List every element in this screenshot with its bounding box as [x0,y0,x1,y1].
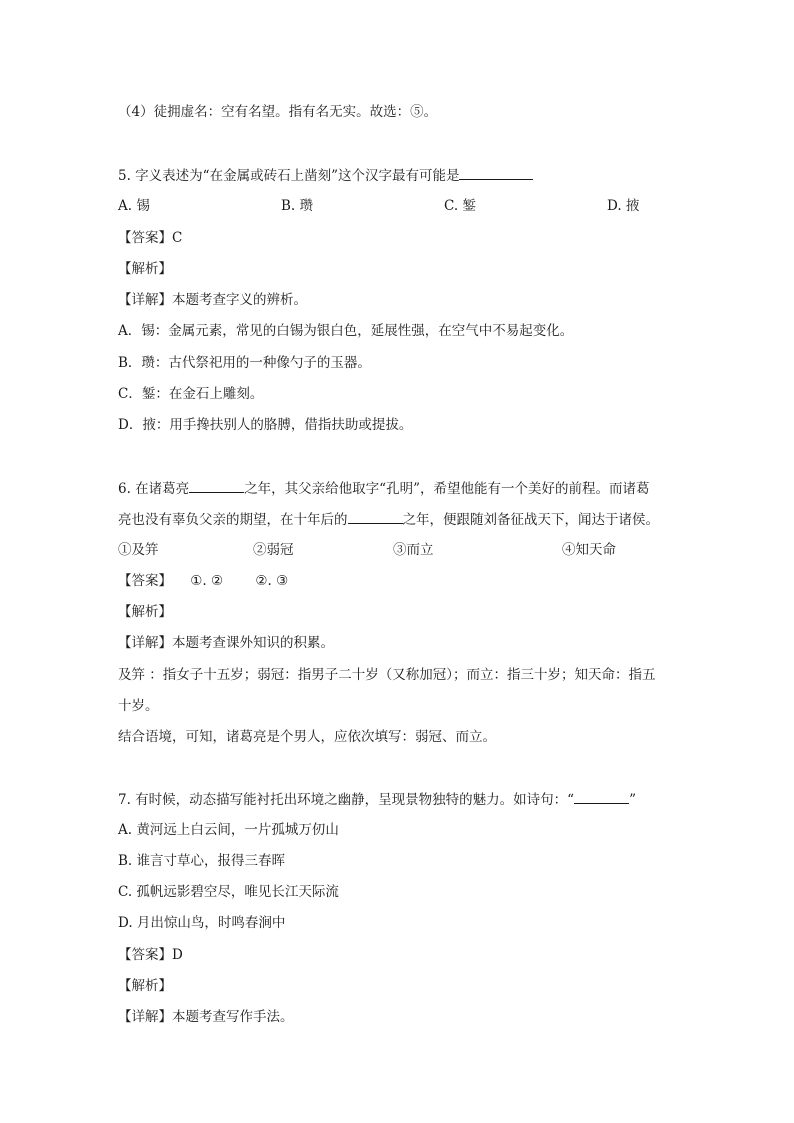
q6-stem-line1 [118,478,649,499]
q6-analysis-label: 【解析】 [118,604,172,620]
q5-option-c: C. 錾 [444,198,476,214]
q7-stem-b: ” [629,792,636,808]
q7-option-a: A. 黄河远上白云间，一片孤城万仞山 [118,822,339,838]
q6-stem-c: 亮也没有辜负父亲的期望，在十年后的 [118,512,348,528]
q6-blank-1 [189,478,244,493]
q5-explanation-d: D．掖：用手搀扶别人的胳膊，借指扶助或提拔。 [118,417,413,433]
q6-conclusion: 结合语境，可知，诸葛亮是个男人，应依次填写：弱冠、而立。 [118,729,496,745]
q5-answer: 【答案】C [118,230,183,246]
q7-option-b: B. 谁言寸草心，报得三春晖 [118,853,286,869]
q5-explanation-c: C．錾：在金石上雕刻。 [118,386,264,402]
q6-option-2: ②弱冠 [253,542,294,558]
q7-detail: 【详解】本题考查写作手法。 [118,1009,294,1025]
q6-option-4: ④知天命 [562,542,616,558]
q7-analysis-label: 【解析】 [118,978,172,994]
q5-option-d: D. 掖 [607,198,640,214]
q6-answer [118,571,288,591]
q7-option-d: D. 月出惊山鸟，时鸣春涧中 [118,915,286,931]
q5-option-b: B. 瓒 [281,198,314,214]
q7-option-c: C. 孤帆远影碧空尽，唯见长江天际流 [118,884,339,900]
q4-conclusion: （4）徒拥虚名：空有名望。指有名无实。故选：⑤。 [118,104,438,120]
q5-option-a: A. 锡 [118,198,150,214]
q6-option-3: ③而立 [393,542,434,558]
q6-stem-a: 6. 在诸葛亮 [118,481,190,497]
q6-blank-2 [348,509,403,524]
q6-detail: 【详解】本题考查课外知识的积累。 [118,635,334,651]
q5-explanation-b: B．瓒：古代祭祀用的一种像勺子的玉器。 [118,355,371,371]
q6-answer-1: ①. ② [190,573,224,589]
q7-stem [118,789,636,810]
q5-detail: 【详解】本题考查字义的辨析。 [118,292,307,308]
q6-explanation-2: 十岁。 [118,698,159,714]
q7-answer: 【答案】D [118,947,183,963]
q5-answer-blank [459,165,533,180]
q6-answer-label: 【答案】 [118,573,172,589]
q6-stem-d: 之年，便跟随刘备征战天下，闻达于诸侯。 [402,512,659,528]
q5-analysis-label: 【解析】 [118,261,172,277]
q5-stem [118,165,533,186]
q7-stem-a: 7. 有时候，动态描写能衬托出环境之幽静，呈现景物独特的魅力。如诗句：“ [118,792,575,808]
q6-explanation-1: 及笄 ：指女子十五岁；弱冠：指男子二十岁（又称加冠）；而立：指三十岁；知天命：指五 [118,667,656,683]
q7-blank [574,789,629,804]
q6-answer-2: ②. ③ [255,573,289,589]
q6-stem-b: 之年，其父亲给他取字“孔明”，希望他能有一个美好的前程。而诸葛 [244,481,650,497]
q5-stem-text: 5. 字义表述为“在金属或砖石上凿刻”这个汉字最有可能是 [118,168,460,184]
q6-stem-line2 [118,509,659,530]
q5-explanation-a: A．锡：金属元素，常见的白锡为银白色，延展性强，在空气中不易起变化。 [118,323,574,339]
q6-option-1: ①及笄 [118,542,159,558]
